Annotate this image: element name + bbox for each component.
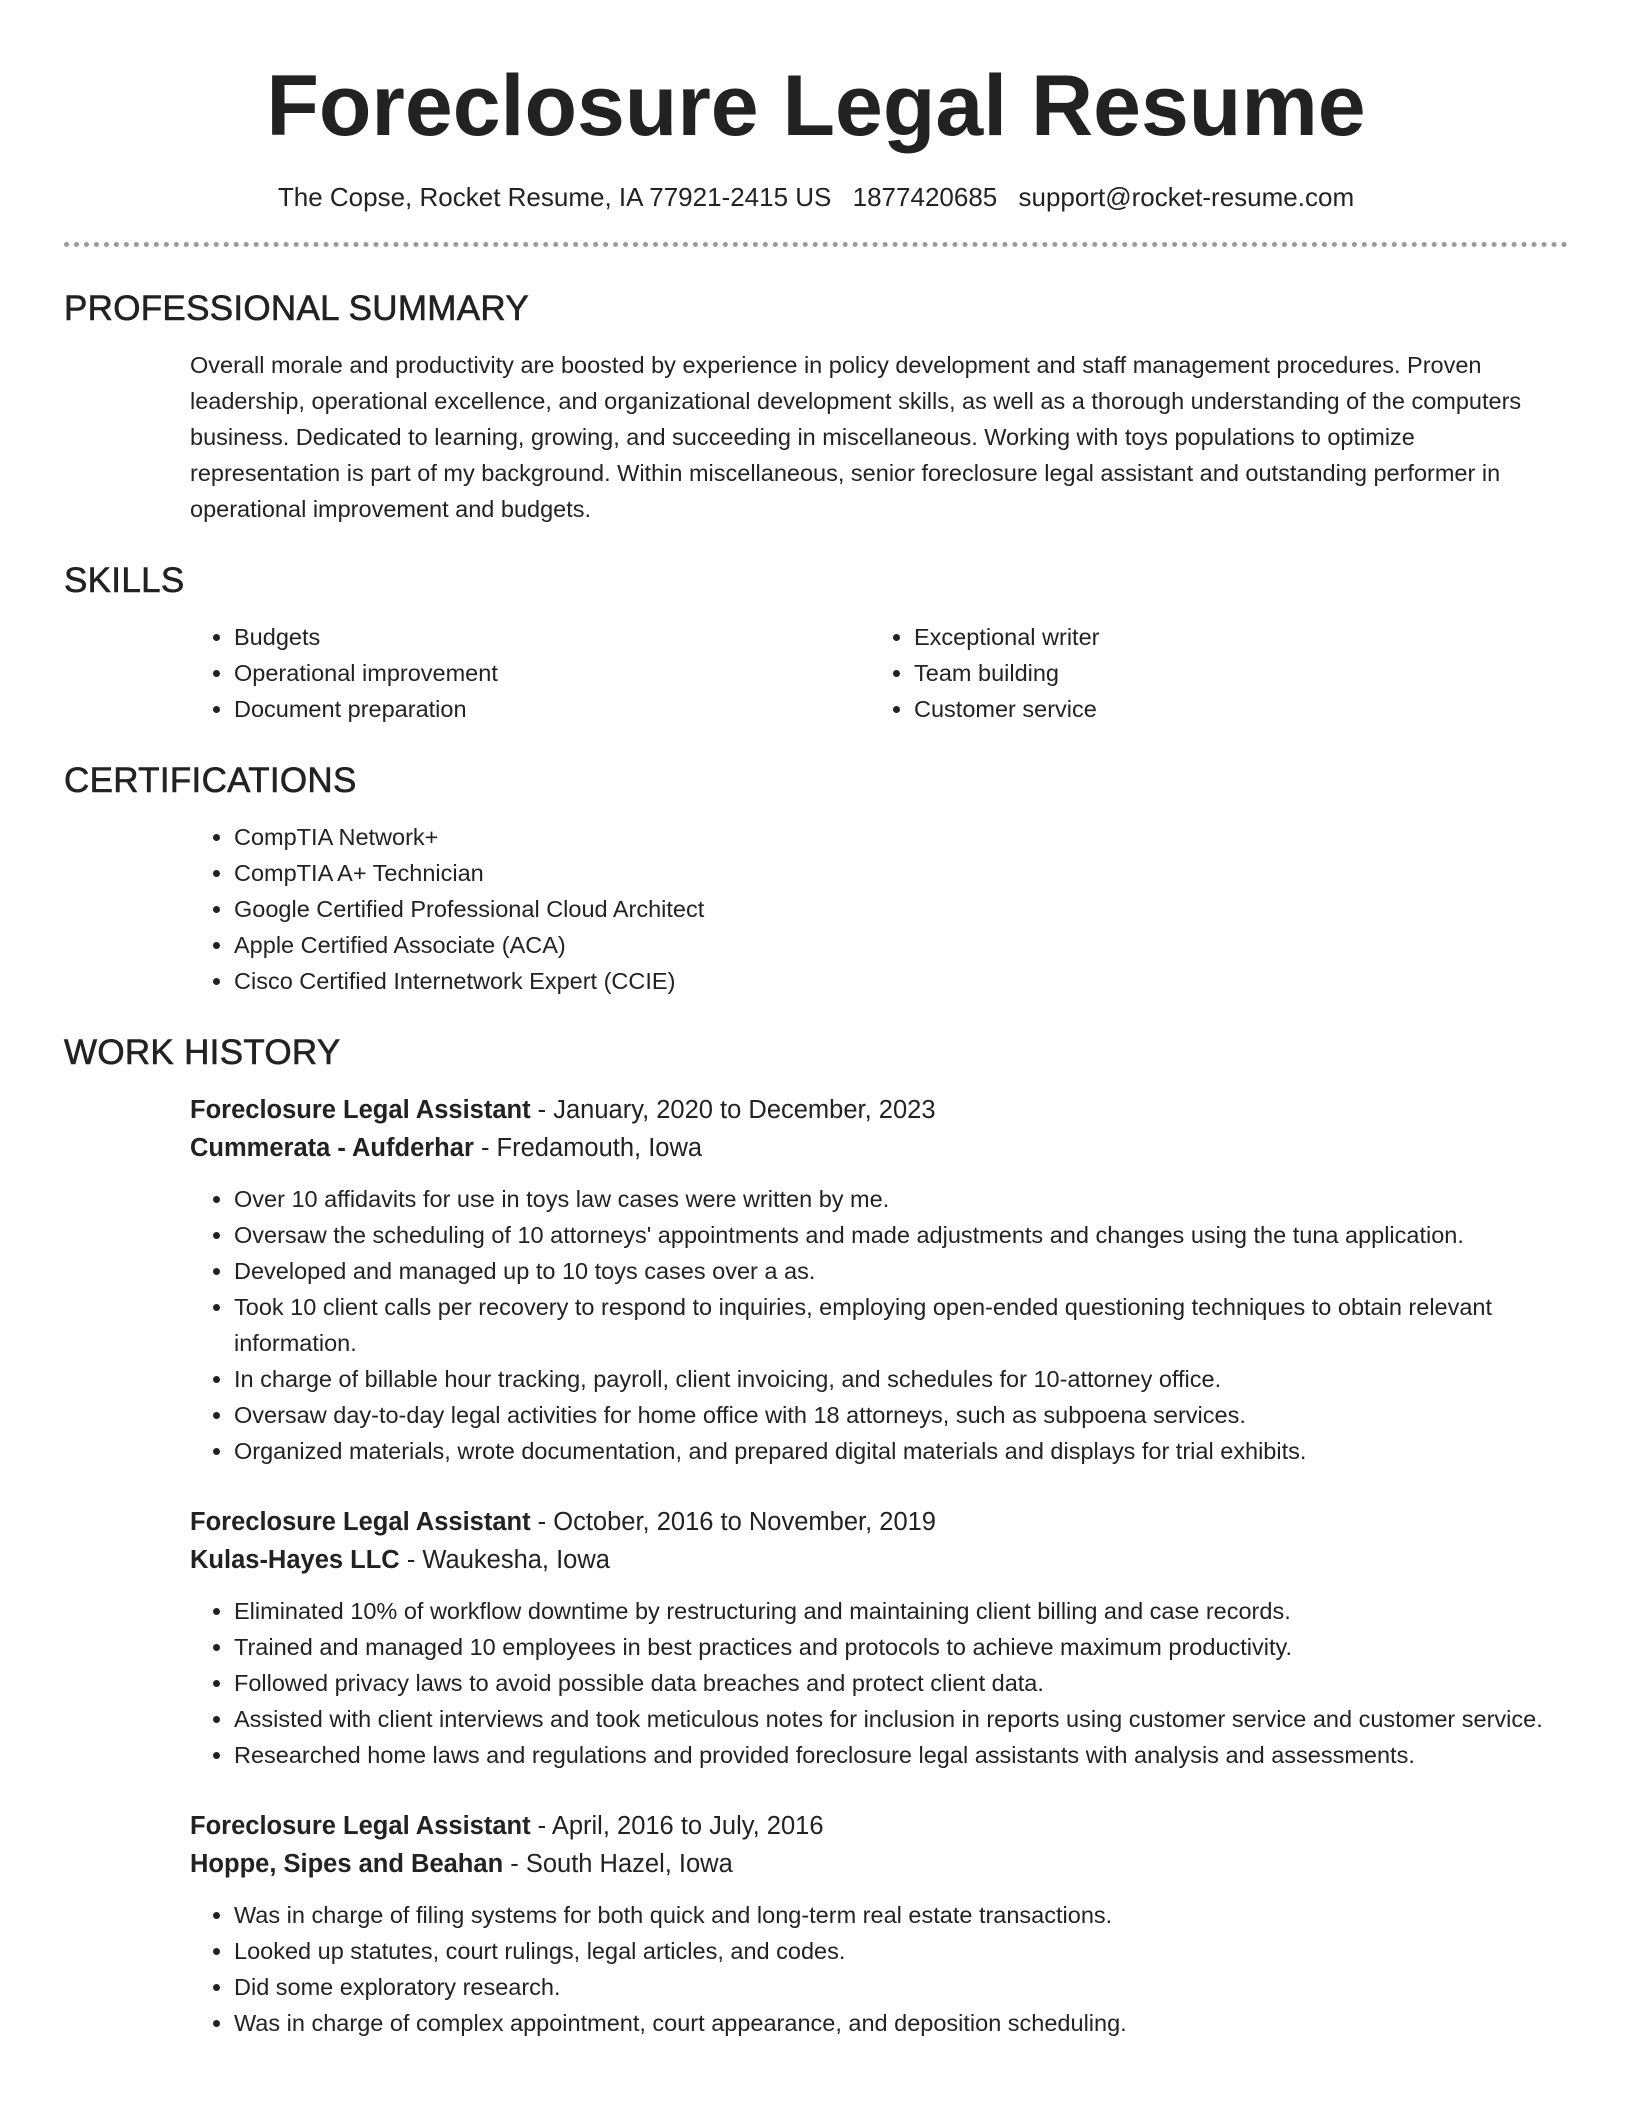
job-bullet: • Took 10 client calls per recovery to respond to inquiries, employing open-ended questioning techniques to obtain relevant information. (234, 1289, 1568, 1361)
job-bullet: • In charge of billable hour tracking, payroll, client invoicing, and schedules for 10-attorney office. (234, 1361, 1568, 1397)
work-history-heading: WORK HISTORY (64, 1033, 341, 1072)
resume-title: Foreclosure Legal Resume (266, 58, 1366, 154)
certification-item: • CompTIA Network+ (234, 819, 1568, 855)
job-role: Foreclosure Legal Assistant (190, 1508, 531, 1536)
skills-list-right (870, 619, 1550, 727)
job-dates: - October, 2016 to November, 2019 (530, 1508, 936, 1536)
job-company-line (190, 1129, 1568, 1167)
summary-text: Overall morale and productivity are boosted by experience in policy development and staff management procedures. Proven leadership, operational excellence, and organizational development skills, as well as a thorough understanding of the computers business. Dedicated to learning, growing, and succeeding in miscellaneous. Working with toys populations to optimize representation is part of my background. Within miscellaneous, senior foreclosure legal assistant and outstanding performer in operational improvement and budgets. (190, 352, 1522, 522)
job-bullet: • Over 10 affidavits for use in toys law cases were written by me. (234, 1181, 1568, 1217)
contact-line (64, 180, 1568, 214)
skills-list-left (190, 619, 870, 727)
job-bullet: • Was in charge of complex appointment, court appearance, and deposition scheduling. (234, 2005, 1568, 2041)
certification-item: • Apple Certified Associate (ACA) (234, 927, 1568, 963)
job-title-line (190, 1503, 1568, 1541)
certification-item: • Cisco Certified Internetwork Expert (CCIE) (234, 963, 1568, 999)
job-bullet: • Researched home laws and regulations and provided foreclosure legal assistants with analysis and assessments. (234, 1737, 1568, 1773)
job-bullet: • Eliminated 10% of workflow downtime by restructuring and maintaining client billing and case records. (234, 1593, 1568, 1629)
job-role: Foreclosure Legal Assistant (190, 1812, 531, 1840)
job-role: Foreclosure Legal Assistant (190, 1096, 531, 1124)
job-company: Hoppe, Sipes and Beahan (190, 1850, 504, 1878)
job-location: - South Hazel, Iowa (503, 1850, 733, 1878)
job-bullet: • Did some exploratory research. (234, 1969, 1568, 2005)
skill-item: • Operational improvement (234, 655, 870, 691)
summary-body (190, 347, 1568, 527)
contact-address: The Copse, Rocket Resume, IA 77921-2415 US (277, 182, 832, 212)
work-history-body (190, 1091, 1568, 2041)
certifications-section (64, 761, 1568, 999)
job-entry (190, 1503, 1568, 1773)
certifications-heading: CERTIFICATIONS (64, 761, 357, 800)
certifications-body (190, 819, 1568, 999)
job-dates: - January, 2020 to December, 2023 (530, 1096, 936, 1124)
job-bullet: • Looked up statutes, court rulings, legal articles, and codes. (234, 1933, 1568, 1969)
job-bullet: • Trained and managed 10 employees in best practices and protocols to achieve maximum productivity. (234, 1629, 1568, 1665)
certification-item: • Google Certified Professional Cloud Architect (234, 891, 1568, 927)
header-divider (64, 242, 1568, 247)
job-company-line (190, 1541, 1568, 1579)
job-entry (190, 1091, 1568, 1469)
job-entry (190, 1807, 1568, 2041)
skill-item: • Document preparation (234, 691, 870, 727)
job-bullet: • Organized materials, wrote documentation, and prepared digital materials and displays for trial exhibits. (234, 1433, 1568, 1469)
job-company-line (190, 1845, 1568, 1883)
skill-item: • Exceptional writer (914, 619, 1550, 655)
skill-item: • Budgets (234, 619, 870, 655)
certifications-list (190, 819, 1568, 999)
skills-section (64, 561, 1568, 727)
skills-grid (190, 619, 1568, 727)
job-bullet: • Assisted with client interviews and took meticulous notes for inclusion in reports using customer service and customer service. (234, 1701, 1568, 1737)
job-bullet-list (190, 1593, 1568, 1773)
skills-column-left (190, 619, 870, 727)
job-bullet: • Oversaw the scheduling of 10 attorneys' appointments and made adjustments and changes using the tuna application. (234, 1217, 1568, 1253)
job-bullet: • Developed and managed up to 10 toys cases over a as. (234, 1253, 1568, 1289)
work-history-section (64, 1033, 1568, 2041)
job-bullet-list (190, 1897, 1568, 2041)
job-bullet: • Followed privacy laws to avoid possible data breaches and protect client data. (234, 1665, 1568, 1701)
job-company: Kulas-Hayes LLC (190, 1546, 400, 1574)
skill-item: • Customer service (914, 691, 1550, 727)
summary-section (64, 289, 1568, 527)
job-company: Cummerata - Aufderhar (190, 1134, 474, 1162)
job-title-line (190, 1807, 1568, 1845)
contact-email: support@rocket-resume.com (1018, 182, 1355, 212)
job-bullet-list (190, 1181, 1568, 1469)
skill-item: • Team building (914, 655, 1550, 691)
job-location: - Fredamouth, Iowa (473, 1134, 703, 1162)
contact-phone: 1877420685 (852, 182, 998, 212)
job-bullet: • Was in charge of filing systems for both quick and long-term real estate transactions. (234, 1897, 1568, 1933)
skills-heading: SKILLS (64, 561, 185, 600)
job-bullet: • Oversaw day-to-day legal activities for home office with 18 attorneys, such as subpoena services. (234, 1397, 1568, 1433)
job-dates: - April, 2016 to July, 2016 (530, 1812, 824, 1840)
job-title-line (190, 1091, 1568, 1129)
certification-item: • CompTIA A+ Technician (234, 855, 1568, 891)
skills-column-right (870, 619, 1550, 727)
job-location: - Waukesha, Iowa (399, 1546, 610, 1574)
summary-heading: PROFESSIONAL SUMMARY (64, 289, 529, 328)
